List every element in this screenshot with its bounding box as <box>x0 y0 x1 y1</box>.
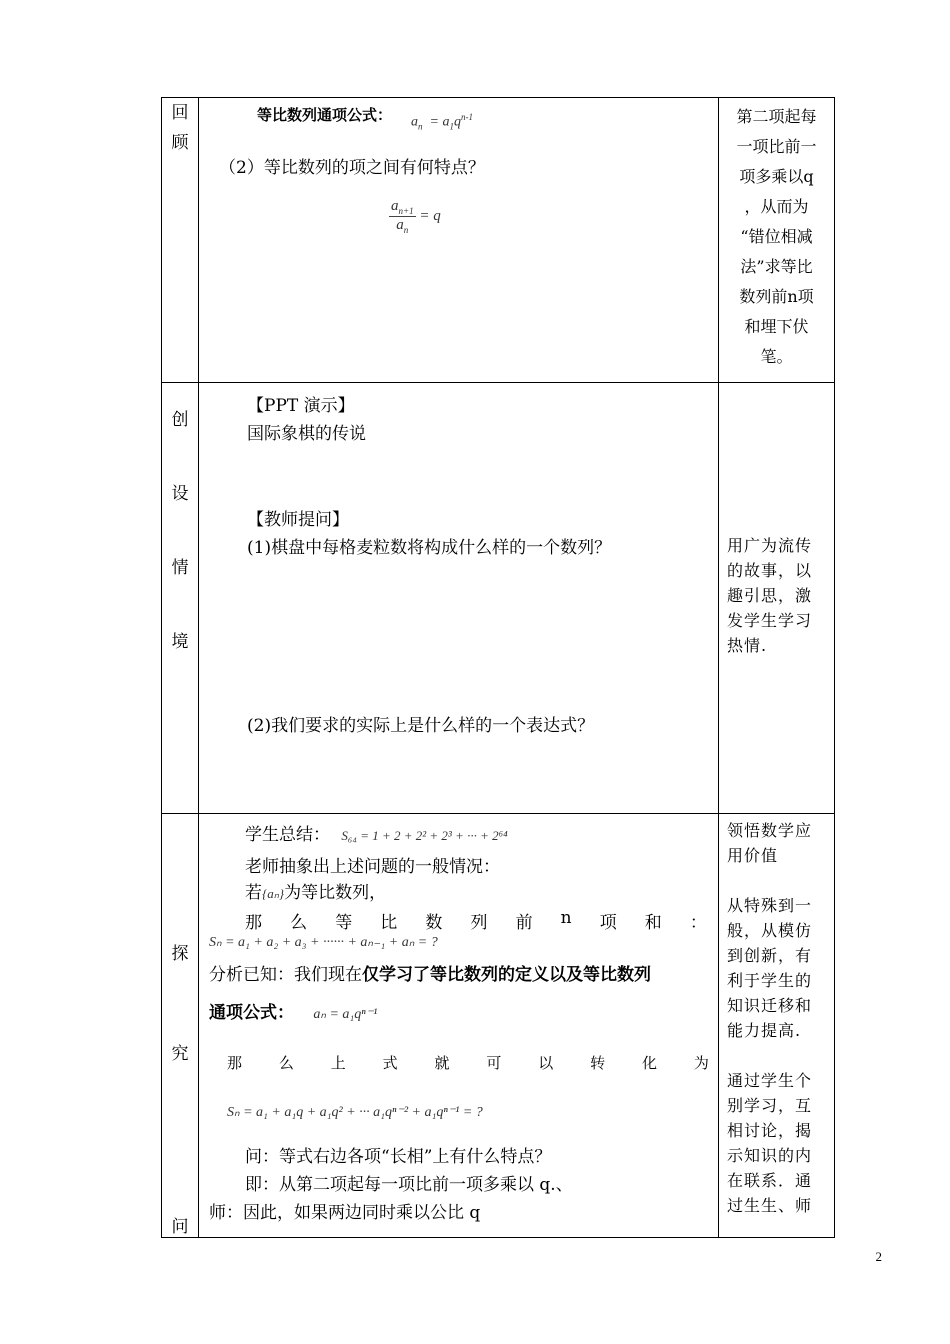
spaced-char: 数 <box>425 913 443 933</box>
review-note <box>719 98 834 376</box>
scenario-row <box>162 383 835 814</box>
explore-note-line: 在联系．通 <box>727 1171 813 1190</box>
explore-note-line: 别学习，互 <box>727 1096 813 1115</box>
review-note-line: 笔。 <box>760 347 793 366</box>
explore-note-line: 利于学生的 <box>727 971 813 990</box>
review-label <box>162 98 198 158</box>
explore-note-line: 通过学生个 <box>727 1071 813 1090</box>
explore-note-line: 般，从模仿 <box>727 921 813 940</box>
spaced-char: 那 <box>227 1054 243 1072</box>
explore-note-line: 知识迁移和 <box>727 996 813 1015</box>
if-sequence: 若{aₙ}为等比数列， <box>245 883 387 903</box>
spaced-char: 式 <box>382 1054 398 1072</box>
spaced-char: 可 <box>486 1054 502 1072</box>
teacher-question-heading: 【教师提问】 <box>247 510 349 530</box>
scenario-note <box>719 533 834 658</box>
spaced-char: 列 <box>470 913 488 933</box>
scenario-note-line: 发学生学习 <box>727 611 813 630</box>
review-note-line: 和埋下伏 <box>744 317 809 336</box>
review-content-cell <box>199 98 719 383</box>
ppt-demo: 【PPT 演示】 <box>247 396 355 416</box>
spaced-char: 转 <box>590 1054 606 1072</box>
spaced-char: 么 <box>290 913 308 933</box>
review-row <box>162 98 835 383</box>
spaced-char: 化 <box>642 1054 658 1072</box>
answer-line: 即：从第二项起每一项比前一项多乘以 q.、 <box>245 1175 573 1195</box>
review-note-line: 法”求等比 <box>740 257 813 276</box>
scenario-label-cell <box>162 383 199 814</box>
question-2b: (2)我们要求的实际上是什么样的一个表达式？ <box>247 716 595 736</box>
explore-note-line: 示知识的内 <box>727 1146 813 1165</box>
explore-note-line: 能力提高. <box>727 1021 802 1040</box>
question-1: (1)棋盘中每格麦粒数将构成什么样的一个数列？ <box>247 538 612 558</box>
review-note-line: 第二项起每 <box>736 107 817 126</box>
sn-expanded-formula: Sₙ = a₁ + a₁q + a₁q² + ··· a₁qⁿ⁻² + a₁qⁿ⁻¹ = ? <box>227 1105 483 1120</box>
scenario-note-line: 用广为流传 <box>727 536 813 555</box>
teacher-abstract: 老师抽象出上述问题的一般情况： <box>245 857 500 877</box>
sn-formula: Sₙ = a₁ + a₂ + a₃ + ······ + aₙ₋₁ + aₙ = ? <box>209 935 438 950</box>
spaced-char: 等 <box>335 913 353 933</box>
scenario-note-line: 热情. <box>727 636 768 655</box>
scenario-note-line: 的故事，以 <box>727 561 813 580</box>
review-note-cell <box>719 98 835 383</box>
explore-note-1 <box>719 818 834 868</box>
question-2: （2）等比数列的项之间有何特点？ <box>219 158 485 178</box>
teacher-line: 师：因此，如果两边同时乘以公比 q <box>209 1203 481 1223</box>
page-number: 2 <box>875 1249 882 1264</box>
explore-note-line: 从特殊到一 <box>727 896 813 915</box>
explore-note-2 <box>719 893 834 1043</box>
explore-note-cell <box>719 814 835 1238</box>
spaced-char: 和 <box>644 913 662 933</box>
explore-content-cell <box>199 814 719 1238</box>
spaced-char: 那 <box>245 913 262 933</box>
spaced-char: 就 <box>434 1054 450 1072</box>
spaced-char: 上 <box>330 1054 346 1072</box>
spaced-char: 为 <box>693 1054 709 1072</box>
scenario-note-line: 趣引思，激 <box>727 586 813 605</box>
explore-label-cell: 探 究 问 <box>162 814 199 1238</box>
student-summary: 学生总结： S₆₄ = 1 + 2 + 2² + 2³ + ··· + 2⁶⁴ <box>245 825 508 845</box>
review-note-line: “错位相减 <box>740 227 813 246</box>
explore-note-line: 过生生、师 <box>727 1196 813 1215</box>
explore-note-line: 到创新，有 <box>727 946 813 965</box>
formula-line: 通项公式： aₙ = a₁qⁿ⁻¹ <box>209 1003 378 1023</box>
spaced-char: 么 <box>278 1054 294 1072</box>
review-note-line: 数列前n项 <box>739 287 814 306</box>
ask-line: 问：等式右边各项“长相”上有什么特点？ <box>245 1147 552 1167</box>
formula-label: 等比数列通项公式： <box>257 106 393 124</box>
review-label-text: 回顾 <box>171 103 189 153</box>
chess-legend: 国际象棋的传说 <box>247 424 366 444</box>
spaced-char: n <box>560 908 572 928</box>
review-note-line: 项多乘以q <box>739 167 814 186</box>
explore-note-line: 用价值 <box>727 846 779 865</box>
ratio-formula: $\frac{a_{n+1}}{a_n}$ = q <box>391 198 441 235</box>
convert-line <box>227 1052 709 1073</box>
explore-note-3 <box>719 1068 834 1218</box>
then-sum-line <box>245 908 707 933</box>
s64-formula: S₆₄ = 1 + 2 + 2² + 2³ + ··· + 2⁶⁴ <box>341 828 508 843</box>
spaced-char: 项 <box>599 913 617 933</box>
scenario-content-cell <box>199 383 719 814</box>
general-term-formula: $a_n = a_1q^{n-1}$ <box>411 112 473 132</box>
explore-row <box>162 814 835 1238</box>
review-label-cell <box>162 98 199 383</box>
explore-note-line: 领悟数学应 <box>727 821 813 840</box>
explore-note-line: 相讨论，揭 <box>727 1121 813 1140</box>
spaced-char: 以 <box>538 1054 554 1072</box>
review-note-line: ，从而为 <box>744 197 809 216</box>
scenario-note-cell <box>719 383 835 814</box>
spaced-char: ： <box>689 913 707 933</box>
spaced-char: 比 <box>380 913 398 933</box>
analysis-line: 分析已知：我们现在仅学习了等比数列的定义以及等比数列 <box>209 965 651 985</box>
lesson-plan-table <box>161 97 835 1238</box>
scenario-label: 创 设 情 境 <box>171 410 189 652</box>
spaced-char: 前 <box>515 913 533 933</box>
review-note-line: 一项比前一 <box>736 137 817 156</box>
